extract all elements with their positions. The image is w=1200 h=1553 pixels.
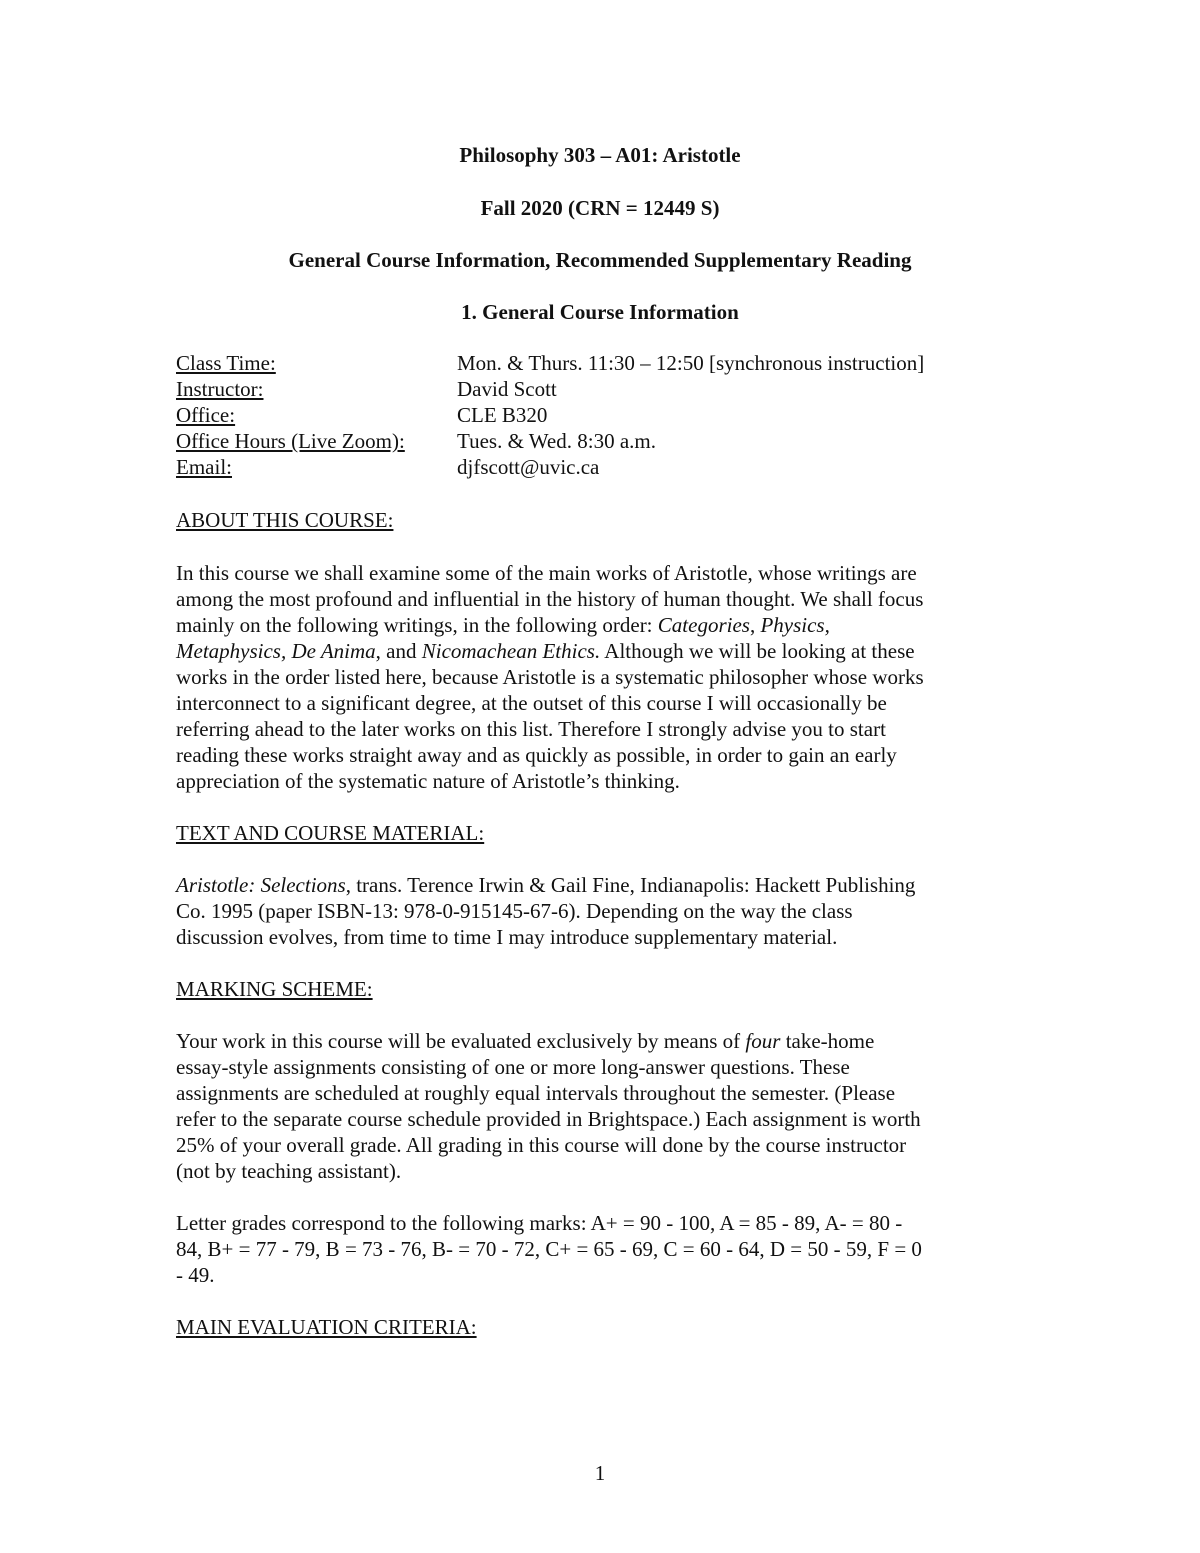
text-line <box>176 1028 1026 1054</box>
text-line: assignments are scheduled at roughly equal intervals throughout the semester. (Please <box>176 1081 896 1105</box>
text-line <box>176 872 1026 898</box>
text-run: Your work in this course will be evaluated exclusively by means of <box>176 1029 746 1053</box>
text-line: 84, B+ = 77 - 79, B = 73 - 76, B- = 70 - 72, C+ = 65 - 69, C = 60 - 64, D = 50 - 59, F = 0 <box>176 1237 922 1261</box>
info-label: Office Hours (Live Zoom): <box>176 429 405 453</box>
text-line <box>176 612 1026 638</box>
text-line: discussion evolves, from time to time I may introduce supplementary material. <box>176 925 838 949</box>
text-line <box>176 638 1026 664</box>
text-material-paragraph <box>176 872 1026 950</box>
info-row-office <box>176 402 1036 428</box>
text-line: - 49. <box>176 1263 215 1287</box>
course-title: Philosophy 303 – A01: Aristotle <box>459 143 741 167</box>
page-number: 1 <box>594 1461 606 1485</box>
info-value: Mon. & Thurs. 11:30 – 12:50 [synchronous instruction] <box>457 351 925 375</box>
emphasis: four <box>745 1029 781 1053</box>
text-line: reading these works straight away and as quickly as possible, in order to gain an early <box>176 743 897 767</box>
text-run: , and <box>375 639 422 663</box>
text-line: In this course we shall examine some of the main works of Aristotle, whose writings are <box>176 561 917 585</box>
marking-paragraph-2 <box>176 1210 1026 1288</box>
info-row-email <box>176 454 1036 480</box>
text-material-heading: TEXT AND COURSE MATERIAL: <box>176 821 485 845</box>
info-value: Tues. & Wed. 8:30 a.m. <box>457 429 656 453</box>
info-value: David Scott <box>457 377 557 401</box>
text-line: referring ahead to the later works on this list. Therefore I strongly advise you to start <box>176 717 886 741</box>
text-line: essay-style assignments consisting of one or more long-answer questions. These <box>176 1055 850 1079</box>
about-paragraph <box>176 560 1026 794</box>
email-link[interactable]: djfscott@uvic.ca <box>457 455 600 479</box>
text-line: (not by teaching assistant). <box>176 1159 402 1183</box>
text-line: Co. 1995 (paper ISBN-13: 978-0-915145-67-6). Depending on the way the class <box>176 899 853 923</box>
text-line: interconnect to a significant degree, at the outset of this course I will occasionally be <box>176 691 887 715</box>
info-label: Class Time: <box>176 351 276 375</box>
text-run: , trans. Terence Irwin & Gail Fine, Indianapolis: Hackett Publishing <box>345 873 916 897</box>
text-line: refer to the separate course schedule provided in Brightspace.) Each assignment is worth <box>176 1107 921 1131</box>
course-info-table <box>176 350 1036 480</box>
book-title: Aristotle: Selections <box>176 873 346 897</box>
info-label: Email: <box>176 455 232 479</box>
info-value: CLE B320 <box>457 403 548 427</box>
section-title: 1. General Course Information <box>461 300 739 324</box>
work-title: Nicomachean Ethics. <box>421 639 601 663</box>
text-line: appreciation of the systematic nature of Aristotle’s thinking. <box>176 769 680 793</box>
course-term: Fall 2020 (CRN = 12449 S) <box>480 196 720 220</box>
criteria-heading: MAIN EVALUATION CRITERIA: <box>176 1315 477 1339</box>
document-subtitle: General Course Information, Recommended Supplementary Reading <box>288 248 912 272</box>
info-label: Instructor: <box>176 377 264 401</box>
work-title: Physics, <box>760 613 830 637</box>
work-title: Metaphysics, De Anima <box>176 639 376 663</box>
marking-paragraph-1 <box>176 1028 1026 1184</box>
text-line: among the most profound and influential in the history of human thought. We shall focus <box>176 587 924 611</box>
marking-heading: MARKING SCHEME: <box>176 977 373 1001</box>
info-row-class-time <box>176 350 1036 376</box>
text-run: mainly on the following writings, in the following order: <box>176 613 658 637</box>
text-line: works in the order listed here, because Aristotle is a systematic philosopher whose works <box>176 665 924 689</box>
text-line: Letter grades correspond to the following marks: A+ = 90 - 100, A = 85 - 89, A- = 80 - <box>176 1211 903 1235</box>
info-row-instructor <box>176 376 1036 402</box>
work-title: Categories <box>657 613 750 637</box>
about-heading: ABOUT THIS COURSE: <box>176 508 394 532</box>
text-run: take-home <box>780 1029 875 1053</box>
text-line: 25% of your overall grade. All grading in this course will done by the course instructor <box>176 1133 907 1157</box>
info-row-office-hours <box>176 428 1036 454</box>
text-run: Although we will be looking at these <box>600 639 915 663</box>
info-label: Office: <box>176 403 236 427</box>
text-run: , <box>749 613 761 637</box>
